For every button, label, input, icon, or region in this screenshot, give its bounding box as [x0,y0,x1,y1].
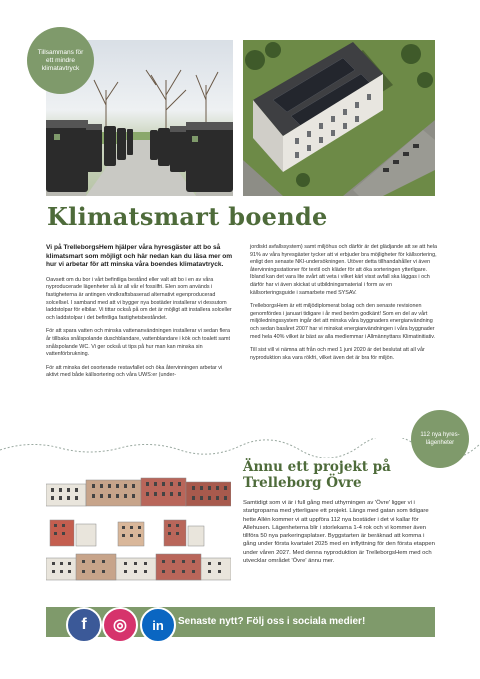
facade-drawing-bottom [46,552,231,582]
facade-drawing-top [46,474,231,508]
sorting-paragraph: jordiskt avfallssystem) samt miljöhus och därför är det glädjande att se att hela 91% av våra hyresgäster tycker att vi erbjuder bra möjligheter för källsortering, enligt den senaste NKI-undersökningen. Utöver detta tillhandahåller vi även återvinningsstationer för textil och kläder för att öka sorteringen ytterligare. Ibland kan det vara lite svårt att veta i vilket kärl visst avfall ska läggas i och därför har vi även skickat ut utbildningsmaterial i form av en källsorteringsguide i samarbete med SYSAV. [250,244,437,296]
electricity-paragraph: Oavsett om du bor i vårt befintliga bestånd eller valt att bo i en av våra nyproducerade lägenheter så är all vår el fossilfri. Elen som används i fastigheterna är antingen vindkraftsbaserad alternativt egenproducerad solcellsel. I samband med att vi bygger nya bostäder installerar vi dessutom laddstolpar för elbilar. Vi tittar också på om det är möjligt att installera solceller och laddstolpar i det befintliga fastighetsbeståndet. [46,276,232,321]
waste-paragraph: För att minska det osorterade restavfallet och öka återvinningen arbetar vi aktivt med både källsortering och våra UWS:er (under- [46,364,223,379]
elevation-drawings [46,514,231,550]
intro-lead: Vi på TrelleborgsHem hjälper våra hyresgäster att bo så klimatsmart som möjligt och här nedan kan du läsa mer om hur vi arbetar för att minska våra boendes klimatavtryck. [46,244,233,269]
climate-badge [27,27,94,94]
project-paragraph: Samtidigt som vi är i full gång med uthyrningen av 'Övre' ligger vi i startgroparna med ytterligare ett projekt. Längs med gatan som tidigare hette Allén kommer vi att uppföra 112 nya bostäder i det vi kallar för Allehusen. Lägenheterna blir i storlekarna 1-4 rok och vi kommer även tillföra 50 nya parkeringsplatser. Byggstarten är beräknad att komma i gång under första kvartalet 2025 med en inflyttning för den första etappen under våren 2027. Med denna nyproduktion är TrelleborgsHem med och utvecklar området 'Övre' ännu mer. [243,500,435,565]
climate-badge-text: Tillsammans för ett mindre klimatavtryck [37,48,84,72]
right-text-column [250,244,438,368]
left-text-column [46,244,235,386]
aerial-building-photo [243,40,435,196]
linkedin-icon[interactable]: in [140,607,176,643]
page-title: Klimatsmart boende [47,202,328,231]
instagram-icon[interactable]: ◎ [102,607,138,643]
environment-paragraph: TrelleborgsHem är ett miljödiplomerat bolag och den senaste revisionen genomfördes i januari tidigare i år med beröm godkänt! Som en del av vårt miljöledningssystem ingår det att minska våra byggnaders energianvändning och sedan basåret 2007 har vi minskat energianvändningen i våra byggnader med hela 40% vilket är bäst av alla medlemmar i Allmännyttans Klimatinitiativ. [250,303,436,340]
apartments-badge-text: 112 nya hyres-lägenheter [420,432,460,446]
footer-text: Senaste nytt? Följ oss i sociala medier! [178,616,366,627]
project-title: Ännu ett projekt på Trelleborg Övre [243,459,391,491]
water-paragraph: För att spara vatten och minska vattenanvändningen installerar vi sedan flera år tillbaka snålspolande duschblandare, vattenblandare i kök och toalett samt snålspolande WC. Vi ger också ut tips på hur man kan minska sin vattenförbrukning. [46,328,230,358]
wavy-divider [0,438,480,458]
apartments-badge [411,410,469,468]
facebook-icon[interactable]: f [66,607,102,643]
project-text-column [243,499,436,571]
smokefree-paragraph: Till sist vill vi nämna att från och med 1 juni 2020 är det beslutat att all vår nyproduktion ska vara rökfri, vilket även det är bra för miljön. [250,347,425,361]
